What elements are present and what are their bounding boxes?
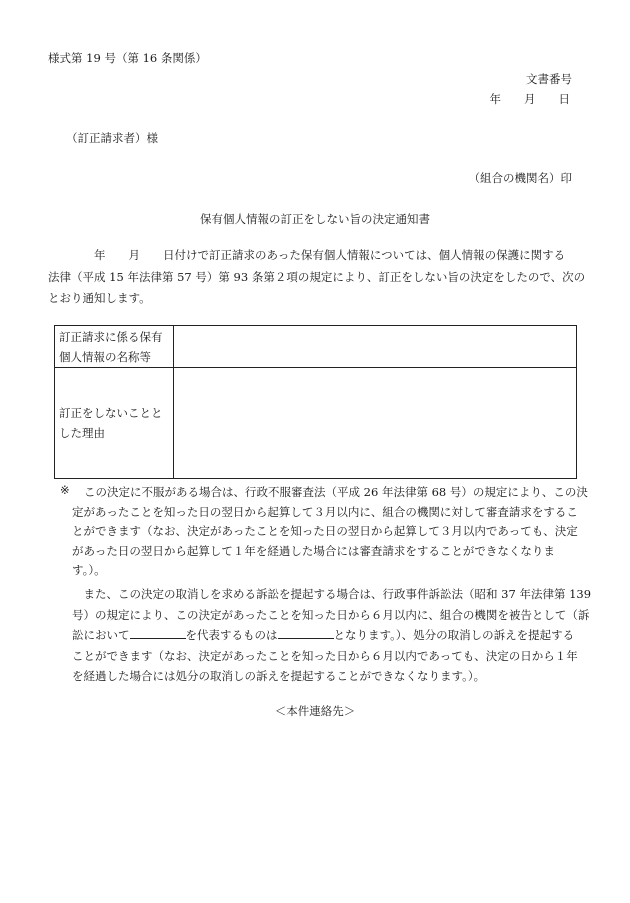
- representative-name-blank: [278, 626, 334, 639]
- form-number: 様式第 19 号（第 16 条関係）: [48, 51, 207, 65]
- item-name-value: [174, 326, 577, 368]
- note-line: を経過した場合には処分の取消しの訴えを提起することができなくなります。）。: [72, 669, 486, 683]
- note-line: 訟において を代表するものは となります。）、処分の取消しの訴えを提起する: [72, 628, 575, 642]
- representative-blank: [130, 626, 186, 639]
- reason-label: 訂正をしないことと した理由: [55, 368, 174, 479]
- reason-value: [174, 368, 577, 479]
- contact-heading: ＜本件連絡先＞: [274, 704, 356, 718]
- body-line: 年 月 日付けで訂正請求のあった保有個人情報については、個人情報の保護に関する: [48, 248, 566, 262]
- date-label: 年 月 日: [489, 92, 570, 106]
- note-line: とができます（なお、決定があったことを知った日の翌日から起算して３月以内であっても、決定: [72, 524, 578, 538]
- note-line: この決定に不服がある場合は、行政不服審査法（平成 26 年法律第 68 号）の規定により、この決: [84, 485, 588, 499]
- body-line: 法律（平成 15 年法律第 57 号）第 93 条第２項の規定により、訂正をしない旨の決定をしたので、次の: [48, 269, 586, 284]
- body-line: とおり通知します。: [48, 291, 151, 305]
- body-paragraph: [48, 245, 586, 310]
- appeal-note: [84, 483, 588, 503]
- issuer-seal: （組合の機関名）印: [468, 171, 572, 185]
- item-name-label: 訂正請求に係る保有 個人情報の名称等: [55, 326, 174, 368]
- appeal-note-cont: [72, 503, 584, 581]
- document-number-label: 文書番号: [526, 72, 572, 86]
- document-title: 保有個人情報の訂正をしない旨の決定通知書: [200, 212, 430, 226]
- note-line: ことができます（なお、決定があったことを知った日から６月以内であっても、決定の日から１年: [72, 648, 578, 663]
- note-line: があった日の翌日から起算して１年を経過した場合には審査請求をすることができなくなりま: [72, 543, 555, 558]
- note-mark: ※: [60, 483, 70, 497]
- note-line: また、この決定の取消しを求める訴訟を提起する場合は、行政事件訴訟法（昭和 37 年法律第 139: [72, 587, 592, 601]
- note-line: 定があったことを知った日の翌日から起算して３月以内に、組合の機関に対して審査請求をするこ: [72, 504, 578, 519]
- note-line: 号）の規定により、この決定があったことを知った日から６月以内に、組合の機関を被告として（訴: [72, 607, 590, 622]
- table-row: [55, 368, 577, 479]
- addressee: （訂正請求者）様: [66, 131, 158, 145]
- table-row: [55, 326, 577, 368]
- info-table: [54, 325, 577, 479]
- lawsuit-note: [72, 584, 592, 687]
- note-line: す。）。: [72, 563, 106, 577]
